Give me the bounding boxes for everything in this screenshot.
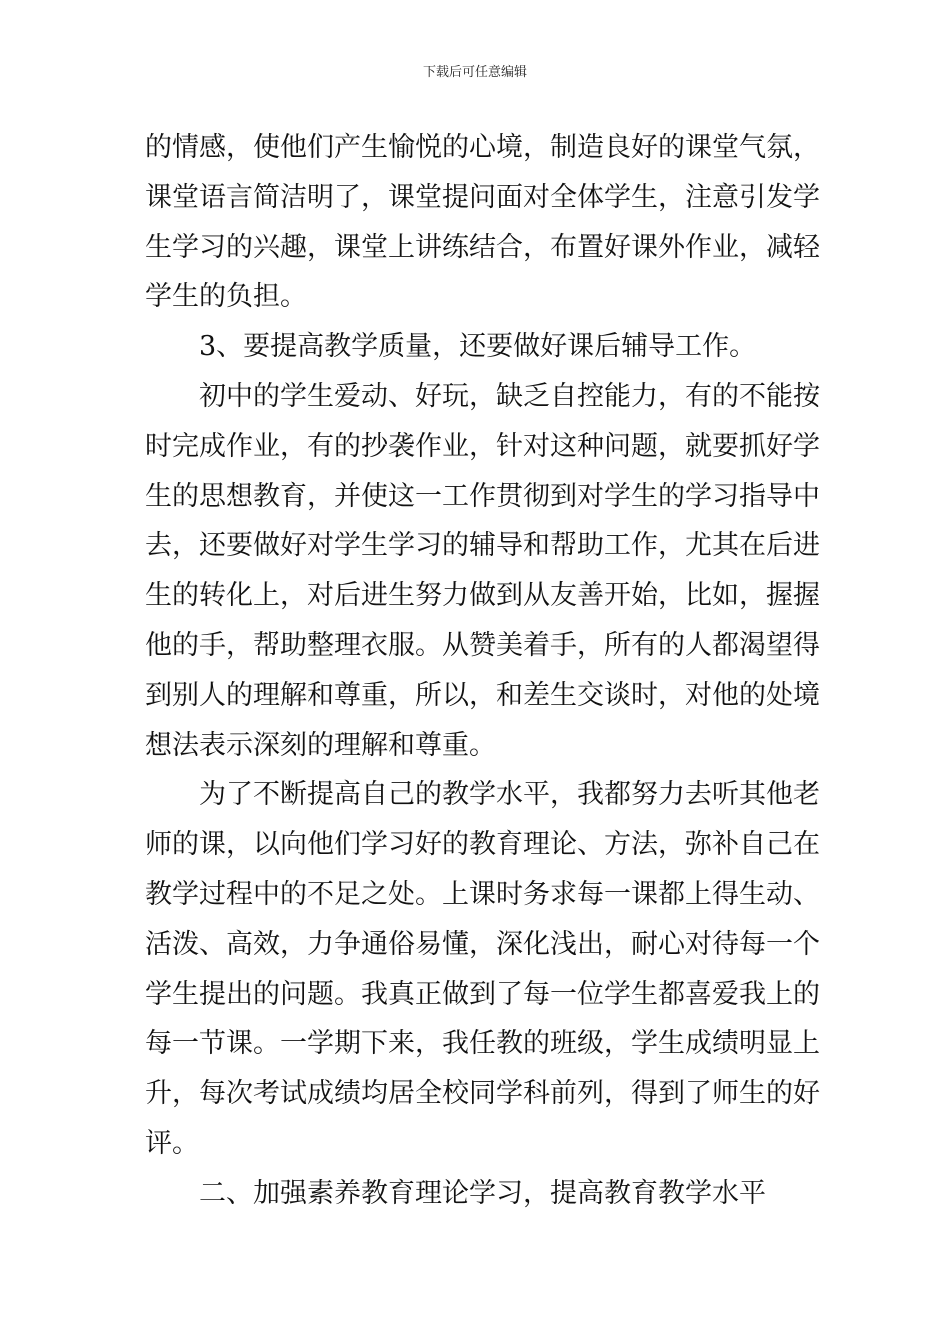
text-line: 学生的负担。 — [145, 281, 307, 313]
text-line: 教学过程中的不足之处。上课时务求每一课都上得生动、 — [145, 878, 820, 910]
text-line: 时完成作业，有的抄袭作业，针对这种问题，就要抓好学 — [145, 430, 820, 462]
text-line: 初中的学生爱动、好玩，缺乏自控能力，有的不能按 — [199, 380, 820, 412]
text-line: 升，每次考试成绩均居全校同学科前列，得到了师生的好 — [145, 1078, 820, 1110]
text-line: 评。 — [145, 1127, 199, 1159]
text-line: 3、要提高教学质量，还要做好课后辅导工作。 — [199, 331, 757, 363]
text-line: 他的手，帮助整理衣服。从赞美着手，所有的人都渴望得 — [145, 629, 820, 661]
text-line: 到别人的理解和尊重，所以，和差生交谈时，对他的处境 — [145, 679, 820, 711]
text-line: 的情感，使他们产生愉悦的心境，制造良好的课堂气氛， — [145, 132, 820, 163]
text-line: 为了不断提高自己的教学水平，我都努力去听其他老 — [199, 779, 820, 811]
document-body — [145, 123, 820, 1219]
text-line: 师的课，以向他们学习好的教育理论、方法，弥补自己在 — [145, 829, 820, 861]
text-line: 想法表示深刻的理解和尊重。 — [145, 729, 496, 761]
text-line: 生的思想教育，并使这一工作贯彻到对学生的学习指导中 — [145, 480, 820, 512]
text-line: 去，还要做好对学生学习的辅导和帮助工作，尤其在后进 — [145, 530, 820, 562]
text-line: 生的转化上，对后进生努力做到从友善开始，比如，握握 — [145, 580, 820, 612]
text-line: 生学习的兴趣，课堂上讲练结合，布置好课外作业，减轻 — [145, 231, 820, 263]
page-header: 下载后可任意编辑 — [422, 65, 527, 80]
text-line: 活泼、高效，力争通俗易懂，深化浅出，耐心对待每一个 — [145, 928, 820, 960]
text-line: 二、加强素养教育理论学习，提高教育教学水平 — [199, 1177, 766, 1209]
text-line: 每一节课。一学期下来，我任教的班级，学生成绩明显上 — [145, 1028, 820, 1060]
text-line: 课堂语言简洁明了，课堂提问面对全体学生，注意引发学 — [145, 181, 820, 213]
text-line: 学生提出的问题。我真正做到了每一位学生都喜爱我上的 — [145, 978, 820, 1010]
